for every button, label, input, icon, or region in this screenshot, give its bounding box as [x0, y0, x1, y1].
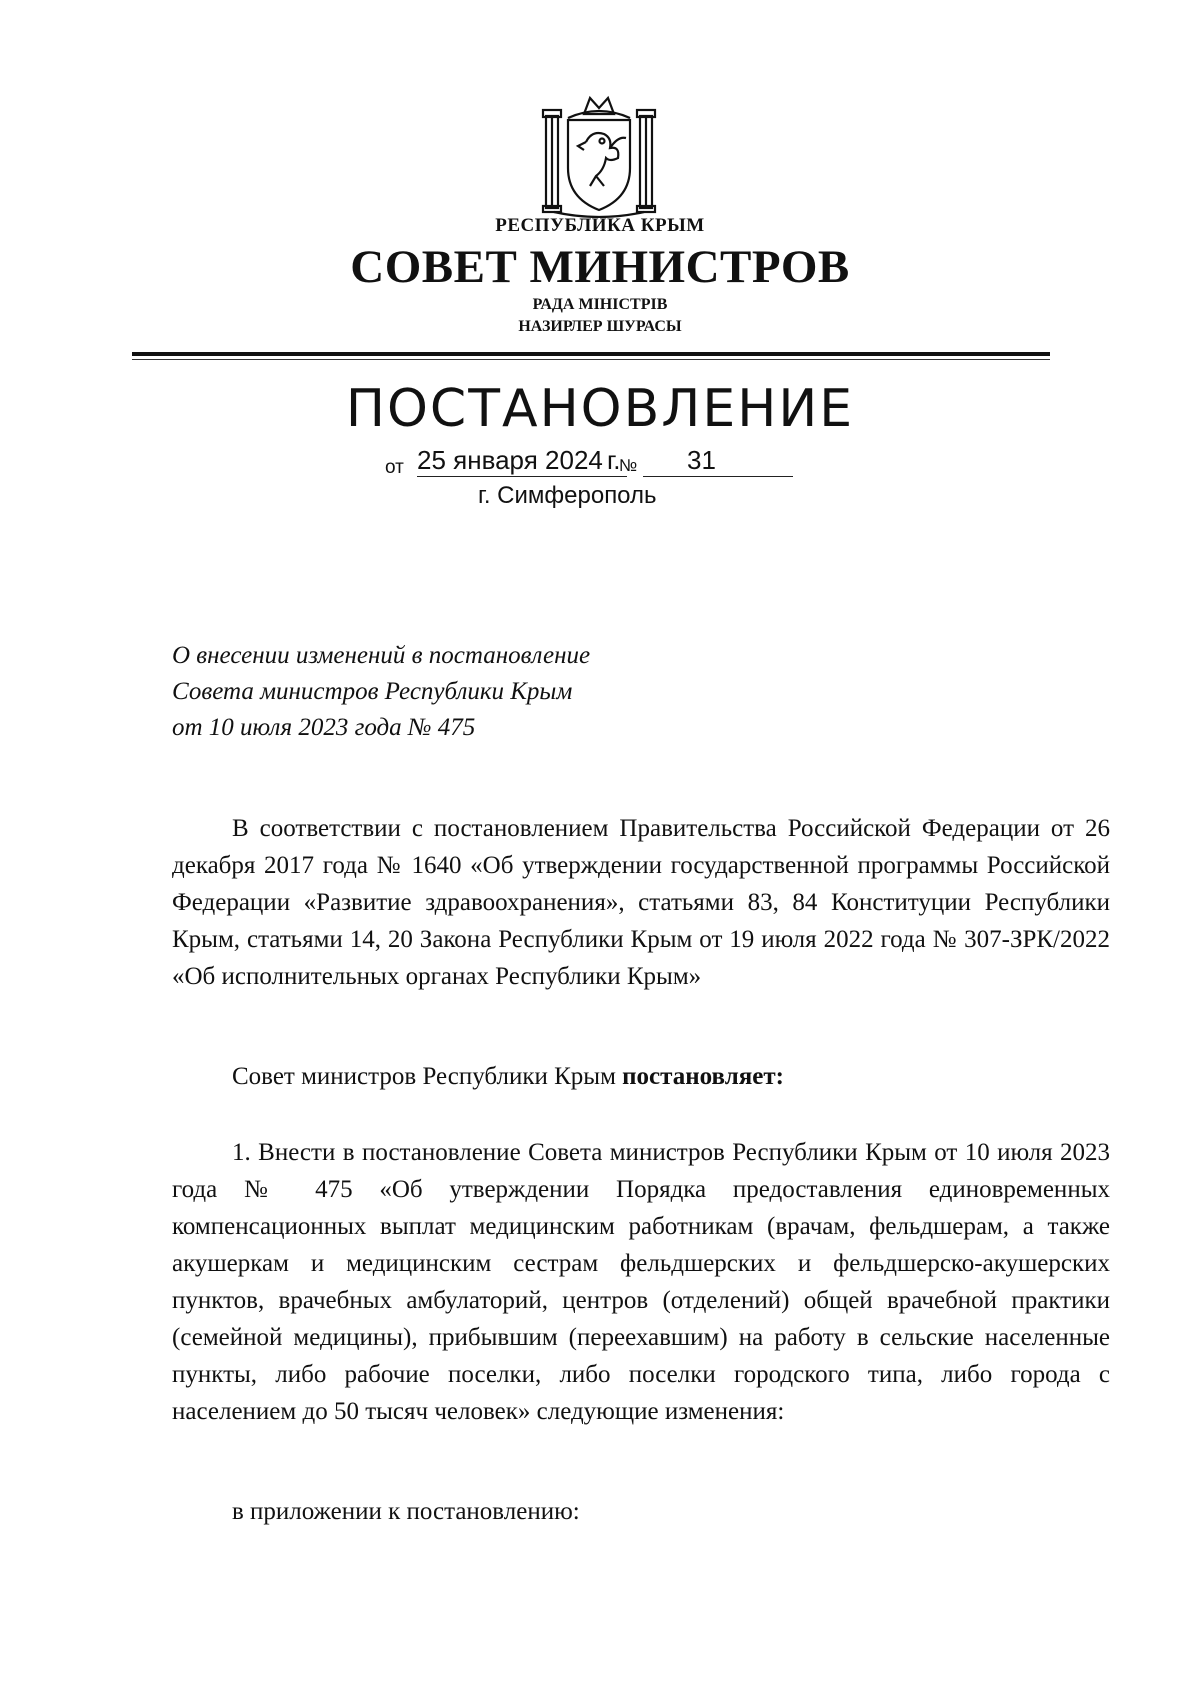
header-divider-thick: [132, 352, 1050, 356]
subject-line: от 10 июля 2023 года № 475: [172, 714, 476, 741]
document-type-title: ПОСТАНОВЛЕНИЕ: [345, 379, 855, 439]
decree-date: 25 января 2024: [417, 445, 627, 477]
council-name-ukrainian: РАДА МІНІСТРІВ: [532, 296, 668, 313]
council-heading: СОВЕТ МИНИСТРОВ: [350, 241, 850, 293]
decree-subject: [172, 638, 772, 746]
date-from-label: от: [385, 457, 404, 478]
coat-of-arms-icon: [540, 86, 658, 218]
subject-line: Совета министров Республики Крым: [172, 678, 573, 705]
resolution-paragraph: [172, 1058, 1110, 1095]
city-of-issue: г. Симферополь: [478, 482, 657, 509]
year-suffix: г.: [607, 445, 621, 475]
subject-line: О внесении изменений в постановление: [172, 642, 591, 669]
item-1-paragraph: 1. Внести в постановление Совета министров Республики Крым от 10 июля 2023 года № 475 «Об утверждении Порядка предоставления единовременных компенсационных выплат медицинским работникам (врачам, фельдшерам, а также акушеркам и медицинским сестрам фельдшерских и фельдшерско-акушерских пунктов, врачебных амбулаторий, центров (отделений) общей врачебной практики (семейной медицины), прибывшим (переехавшим) на работу в сельские населенные пункты, либо рабочие поселки, либо поселки городского типа, либо города с населением до 50 тысяч человек» следующие изменения:: [172, 1139, 1110, 1425]
resolution-prefix: Совет министров Республики Крым: [232, 1063, 623, 1090]
council-name-crimean-tatar: НАЗИРЛЕР ШУРАСЫ: [518, 318, 682, 335]
number-underline: [643, 445, 793, 477]
header-divider-thin: [132, 359, 1050, 360]
decree-number: 31: [687, 445, 716, 475]
resolves-keyword: постановляет:: [622, 1063, 784, 1090]
appendix-paragraph: в приложении к постановлению:: [232, 1498, 580, 1525]
number-label: №: [619, 456, 638, 475]
decree-date-number-line: [385, 445, 805, 485]
preamble-paragraph: В соответствии с постановлением Правительства Российской Федерации от 26 декабря 2017 года № 1640 «Об утверждении государственной программы Российской Федерации «Развитие здравоохранения», статьями 83, 84 Конституции Республики Крым, статьями 14, 20 Закона Республики Крым от 19 июля 2022 года № 307-ЗРК/2022 «Об исполнительных органах Республики Крым»: [172, 815, 1110, 990]
republic-heading: РЕСПУБЛИКА КРЫМ: [495, 215, 705, 236]
